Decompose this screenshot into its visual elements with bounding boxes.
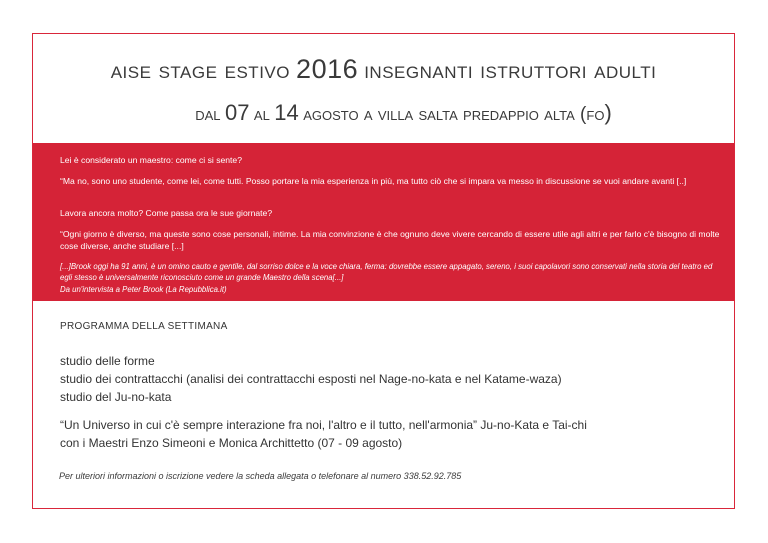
title-year: 2016: [296, 54, 359, 84]
program-section: [60, 321, 700, 450]
subtitle-al: al: [253, 104, 270, 125]
contact-info: Per ulteriori informazioni o iscrizione vedere la scheda allegata o telefonare al numero 338.52.92.785: [59, 471, 462, 481]
program-extra-line-1: “Un Universo in cui c'è sempre interazione fra noi, l'altro e il tutto, nell'armonia” Ju-no-Kata e Tai-chi: [60, 418, 587, 432]
interview-note: [...]Brook oggi ha 91 anni, è un omino cauto e gentile, dal sorriso dolce e la voce chiara, ferma: dovrebbe essere appagato, sereno, i suoi capolavori sono conservati nella storia del teatro ed egli stesso è universalmente riconosciuto come un grande Maestro della scena[...]: [60, 262, 713, 282]
program-extra: [60, 416, 587, 452]
program-item: studio del Ju-no-kata: [60, 390, 172, 404]
flyer-header: [33, 34, 734, 142]
interview-band: [33, 143, 734, 301]
flyer-frame: [32, 33, 735, 509]
subtitle-dal: dal: [195, 104, 221, 125]
program-title: PROGRAMMA DELLA SETTIMANA: [60, 321, 228, 332]
interview-answer-2: “Ogni giorno è diverso, ma queste sono cose personali, intime. La mia convinzione è che ognuno deve vivere cercando di essere utile agli altri e per farlo c'è bisogno di molte cose diverse, anche studiare [...]: [60, 229, 720, 251]
subtitle-start-day: 07: [224, 100, 250, 125]
subtitle-province: fo: [586, 104, 605, 125]
subtitle-end-day: 14: [274, 100, 299, 125]
title-part-b: insegnanti istruttori adulti: [364, 57, 657, 84]
title-part-a: aise stage estivo: [110, 57, 290, 84]
interview-question-2: Lavora ancora molto? Come passa ora le sue giornate?: [60, 208, 273, 218]
program-list: [60, 352, 562, 406]
interview-answer-1: “Ma no, sono uno studente, come lei, come tutti. Posso portare la mia esperienza in più, ma tutto ciò che si impara va messo in discussione se vuoi andare avanti [..]: [60, 176, 687, 186]
interview-question-1: Lei è considerato un maestro: come ci si sente?: [60, 155, 242, 165]
program-item: studio delle forme: [60, 354, 155, 368]
subtitle-close-paren: ): [604, 100, 612, 125]
flyer-title: [33, 54, 734, 85]
flyer-subtitle: [33, 100, 734, 126]
program-extra-line-2: con i Maestri Enzo Simeoni e Monica Archittetto (07 - 09 agosto): [60, 436, 403, 450]
interview-source: Da un'intervista a Peter Brook (La Repubblica.it): [60, 285, 227, 294]
subtitle-location: agosto a villa salta predappio alta (: [303, 104, 587, 125]
program-item: studio dei contrattacchi (analisi dei contrattacchi esposti nel Nage-no-kata e nel Katame-waza): [60, 372, 562, 386]
